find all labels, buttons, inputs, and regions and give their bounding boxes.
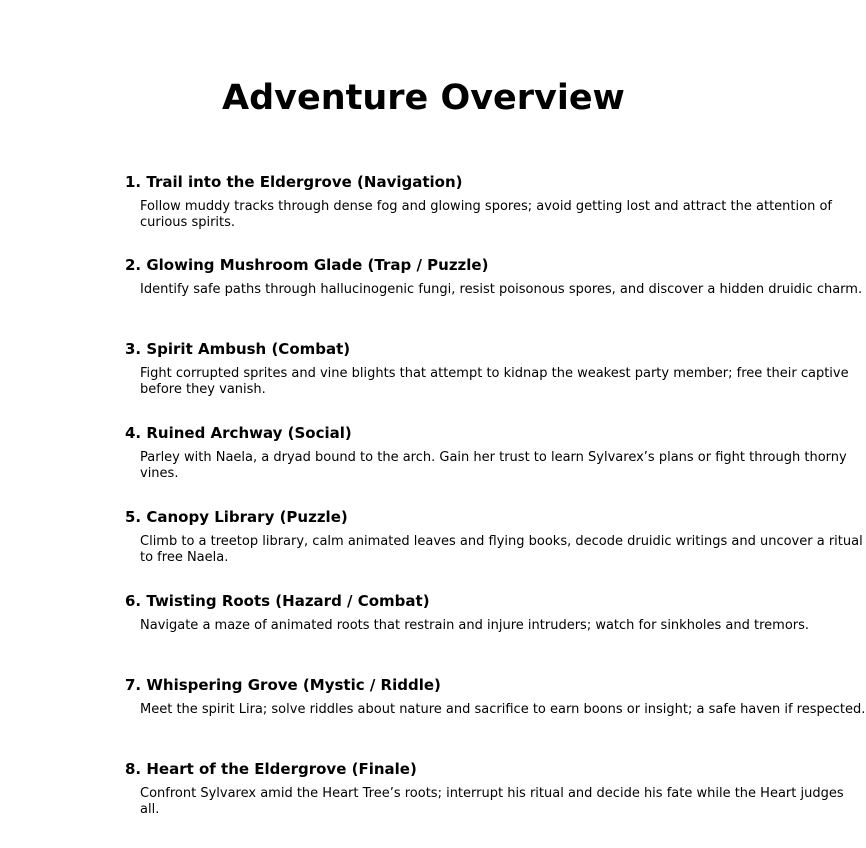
scene-item: [125, 592, 866, 634]
scene-heading: 4. Ruined Archway (Social): [125, 424, 352, 442]
scene-description: Navigate a maze of animated roots that restrain and injure intruders; watch for sinkholes and tremors.: [140, 618, 810, 633]
scene-description: Parley with Naela, a dryad bound to the arch. Gain her trust to learn Sylvarex’s plans or fight through thorny vines.: [140, 450, 847, 481]
scene-description: Follow muddy tracks through dense fog and glowing spores; avoid getting lost and attract the attention of curious spirits.: [140, 199, 832, 230]
scene-item: [125, 173, 866, 231]
scene-item: [125, 760, 866, 818]
scene-description: Meet the spirit Lira; solve riddles about nature and sacrifice to earn boons or insight; a safe haven if respected.: [140, 702, 866, 717]
scene-description: Fight corrupted sprites and vine blights that attempt to kidnap the weakest party member; free their captive before they vanish.: [140, 366, 849, 397]
scene-description: Climb to a treetop library, calm animated leaves and flying books, decode druidic writings and uncover a ritual to free Naela.: [140, 534, 863, 565]
scene-heading: 8. Heart of the Eldergrove (Finale): [125, 760, 417, 778]
scene-heading: 1. Trail into the Eldergrove (Navigation): [125, 173, 463, 191]
scene-heading: 7. Whispering Grove (Mystic / Riddle): [125, 676, 441, 694]
scene-heading: 6. Twisting Roots (Hazard / Combat): [125, 592, 430, 610]
scene-description: Confront Sylvarex amid the Heart Tree’s roots; interrupt his ritual and decide his fate while the Heart judges all.: [140, 786, 844, 817]
scene-heading: 5. Canopy Library (Puzzle): [125, 508, 348, 526]
scene-item: [125, 256, 866, 298]
scene-item: [125, 508, 866, 566]
scene-item: [125, 340, 866, 398]
scene-heading: 3. Spirit Ambush (Combat): [125, 340, 351, 358]
scene-description: Identify safe paths through hallucinogenic fungi, resist poisonous spores, and discover a hidden druidic charm.: [140, 282, 863, 297]
scene-heading: 2. Glowing Mushroom Glade (Trap / Puzzle): [125, 256, 489, 274]
scene-item: [125, 676, 866, 718]
page-title: Adventure Overview: [222, 78, 625, 118]
scene-item: [125, 424, 866, 482]
